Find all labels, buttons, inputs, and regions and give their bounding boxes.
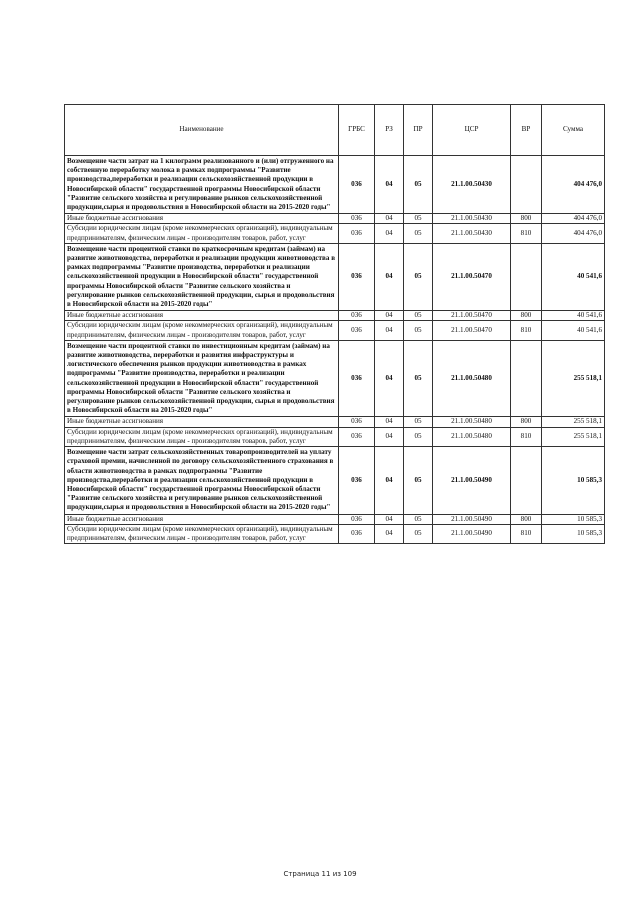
cell-rz: 04: [375, 340, 404, 417]
cell-pr: 05: [404, 417, 433, 427]
cell-rz: 04: [375, 321, 404, 340]
cell-csr: 21.1.00.50470: [433, 321, 511, 340]
cell-name: Иные бюджетные ассигнования: [65, 214, 339, 224]
table-row-detail: [65, 321, 605, 340]
table-row-program: [65, 340, 605, 417]
cell-sum: 10 585,3: [542, 447, 605, 514]
cell-csr: 21.1.00.50490: [433, 447, 511, 514]
cell-csr: 21.1.00.50480: [433, 340, 511, 417]
cell-name: Возмещение части процентной ставки по краткосрочным кредитам (займам) на развитие животноводства, переработки и реализации продукции животноводства в рамках подпрограммы "Развитие производства, переработки и реализации сельскохозяйственной продукции в Новосибирской области" государственной программы Новосибирской области "Развитие сельского хозяйства и регулирование рынков сельскохозяйственной продукции, сырья и продовольствия в Новосибирской области на 2015-2020 годы": [65, 243, 339, 310]
cell-pr: 05: [404, 514, 433, 524]
cell-rz: 04: [375, 524, 404, 543]
cell-rz: 04: [375, 156, 404, 214]
cell-grbs: 036: [339, 214, 375, 224]
cell-pr: 05: [404, 224, 433, 243]
cell-csr: 21.1.00.50470: [433, 311, 511, 321]
cell-csr: 21.1.00.50430: [433, 214, 511, 224]
cell-vr: 800: [511, 311, 542, 321]
cell-name: Субсидии юридическим лицам (кроме некоммерческих организаций), индивидуальным предпринимателям, физическим лицам - производителям товаров, работ, услуг: [65, 321, 339, 340]
cell-name: Субсидии юридическим лицам (кроме некоммерческих организаций), индивидуальным предпринимателям, физическим лицам - производителям товаров, работ, услуг: [65, 524, 339, 543]
cell-pr: 05: [404, 311, 433, 321]
cell-name: Возмещение части затрат сельскохозяйственных товаропроизводителей на уплату страховой премии, начисленной по договору сельскохозяйственного страхования в области животноводства в рамках подпрограммы "Развитие производства,переработки и реализации сельскохозяйственной продукции в Новосибирской области" государственной программы Новосибирской области "Развитие сельского хозяйства и регулирование рынков сельскохозяйственной продукции,сырья и продовольствия в Новосибирской области на 2015-2020 годы": [65, 447, 339, 514]
table-row-program: [65, 447, 605, 514]
cell-vr: 800: [511, 514, 542, 524]
table-row-detail: [65, 311, 605, 321]
cell-grbs: 036: [339, 321, 375, 340]
cell-rz: 04: [375, 214, 404, 224]
cell-vr: 810: [511, 427, 542, 446]
cell-name: Возмещение части затрат на 1 килограмм реализованного и (или) отгруженного на собственную переработку молока в рамках подпрограммы "Развитие производства,переработки и реализации сельскохозяйственной продукции в Новосибирской области" государственной программы Новосибирской области "Развитие сельского хозяйства и регулирование рынков сельскохозяйственной продукции,сырья и продовольствия в Новосибирской области на 2015-2020 годы": [65, 156, 339, 214]
header-name: Наименование: [65, 105, 339, 156]
table-row-program: [65, 156, 605, 214]
cell-pr: 05: [404, 524, 433, 543]
cell-sum: 40 541,6: [542, 243, 605, 310]
cell-vr: 810: [511, 224, 542, 243]
cell-grbs: 036: [339, 524, 375, 543]
cell-vr: 810: [511, 524, 542, 543]
cell-sum: 10 585,3: [542, 514, 605, 524]
cell-vr: 810: [511, 321, 542, 340]
cell-sum: 10 585,3: [542, 524, 605, 543]
cell-vr: 800: [511, 214, 542, 224]
cell-name: Иные бюджетные ассигнования: [65, 514, 339, 524]
cell-pr: 05: [404, 156, 433, 214]
cell-pr: 05: [404, 427, 433, 446]
table-row-detail: [65, 224, 605, 243]
cell-csr: 21.1.00.50480: [433, 417, 511, 427]
table-row-detail: [65, 417, 605, 427]
cell-vr: [511, 340, 542, 417]
table-body: [65, 156, 605, 544]
cell-pr: 05: [404, 214, 433, 224]
cell-csr: 21.1.00.50430: [433, 224, 511, 243]
table-row-detail: [65, 214, 605, 224]
header-csr: ЦСР: [433, 105, 511, 156]
header-sum: Сумма: [542, 105, 605, 156]
cell-pr: 05: [404, 243, 433, 310]
cell-vr: [511, 243, 542, 310]
cell-grbs: 036: [339, 427, 375, 446]
cell-name: Иные бюджетные ассигнования: [65, 311, 339, 321]
cell-grbs: 036: [339, 243, 375, 310]
cell-grbs: 036: [339, 417, 375, 427]
cell-rz: 04: [375, 447, 404, 514]
cell-sum: 40 541,6: [542, 311, 605, 321]
header-grbs: ГРБС: [339, 105, 375, 156]
cell-sum: 404 476,0: [542, 224, 605, 243]
cell-grbs: 036: [339, 224, 375, 243]
cell-name: Субсидии юридическим лицам (кроме некоммерческих организаций), индивидуальным предпринимателям, физическим лицам - производителям товаров, работ, услуг: [65, 427, 339, 446]
cell-name: Возмещение части процентной ставки по инвестиционным кредитам (займам) на развитие животноводства, переработки и развития инфраструктуры и логистического обеспечения рынков продукции животноводства в рамках подпрограммы "Развитие производства, переработки и реализации сельскохозяйственной продукции в Новосибирской области" государственной программы Новосибирской области "Развитие сельского хозяйства и регулирование рынков сельскохозяйственной продукции, сырья и продовольствия в Новосибирской области на 2015-2020 годы": [65, 340, 339, 417]
cell-grbs: 036: [339, 514, 375, 524]
page-number: Страница 11 из 109: [283, 870, 357, 878]
cell-sum: 40 541,6: [542, 321, 605, 340]
cell-vr: [511, 447, 542, 514]
cell-csr: 21.1.00.50490: [433, 524, 511, 543]
cell-csr: 21.1.00.50470: [433, 243, 511, 310]
header-vr: ВР: [511, 105, 542, 156]
cell-pr: 05: [404, 447, 433, 514]
cell-pr: 05: [404, 321, 433, 340]
cell-sum: 404 476,0: [542, 156, 605, 214]
cell-rz: 04: [375, 417, 404, 427]
cell-csr: 21.1.00.50490: [433, 514, 511, 524]
cell-csr: 21.1.00.50480: [433, 427, 511, 446]
cell-sum: 404 476,0: [542, 214, 605, 224]
cell-pr: 05: [404, 340, 433, 417]
cell-rz: 04: [375, 224, 404, 243]
header-rz: РЗ: [375, 105, 404, 156]
cell-rz: 04: [375, 243, 404, 310]
cell-vr: [511, 156, 542, 214]
cell-rz: 04: [375, 311, 404, 321]
table-header-row: [65, 105, 605, 156]
cell-sum: 255 518,1: [542, 340, 605, 417]
cell-csr: 21.1.00.50430: [433, 156, 511, 214]
cell-grbs: 036: [339, 156, 375, 214]
cell-grbs: 036: [339, 340, 375, 417]
cell-sum: 255 518,1: [542, 417, 605, 427]
table-row-detail: [65, 427, 605, 446]
header-pr: ПР: [404, 105, 433, 156]
cell-name: Субсидии юридическим лицам (кроме некоммерческих организаций), индивидуальным предпринимателям, физическим лицам - производителям товаров, работ, услуг: [65, 224, 339, 243]
cell-grbs: 036: [339, 447, 375, 514]
cell-grbs: 036: [339, 311, 375, 321]
cell-vr: 800: [511, 417, 542, 427]
table-row-detail: [65, 524, 605, 543]
cell-rz: 04: [375, 427, 404, 446]
cell-sum: 255 518,1: [542, 427, 605, 446]
table-row-program: [65, 243, 605, 310]
table-row-detail: [65, 514, 605, 524]
budget-table: [64, 104, 605, 544]
cell-rz: 04: [375, 514, 404, 524]
cell-name: Иные бюджетные ассигнования: [65, 417, 339, 427]
